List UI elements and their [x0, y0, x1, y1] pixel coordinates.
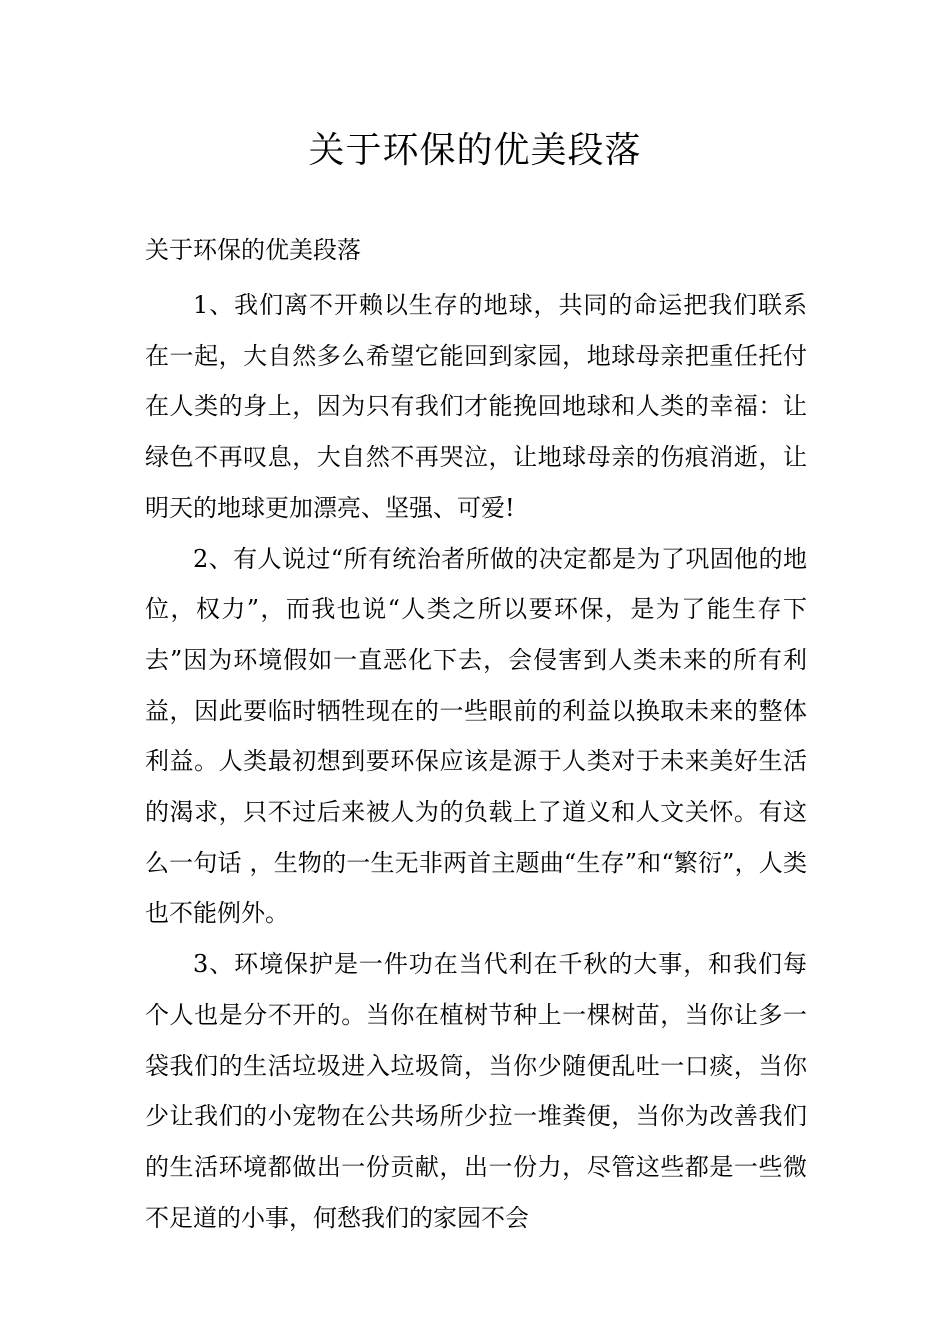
paragraph-1: 1、我们离不开赖以生存的地球，共同的命运把我们联系在一起，大自然多么希望它能回到家园，地球母亲把重任托付在人类的身上，因为只有我们才能挽回地球和人类的幸福：让绿色不再叹息，大自然不再哭泣，让地球母亲的伤痕消逝，让明天的地球更加漂亮、坚强、可爱! [145, 291, 807, 522]
document-body [145, 280, 807, 1243]
document-title: 关于环保的优美段落 [308, 130, 642, 171]
paragraph-3: 3、环境保护是一件功在当代利在千秋的大事，和我们每个人也是分不开的。当你在植树节种上一棵树苗，当你让多一袋我们的生活垃圾进入垃圾筒，当你少随便乱吐一口痰，当你少让我们的小宠物在公共场所少拉一堆粪便，当你为改善我们的生活环境都做出一份贡献，出一份力，尽管这些都是一些微不足道的小事，何愁我们的家园不会 [145, 950, 807, 1232]
paragraph-2: 2、有人说过“所有统治者所做的决定都是为了巩固他的地位，权力”，而我也说“人类之所以要环保，是为了能生存下去”因为环境假如一直恶化下去，会侵害到人类未来的所有利益，因此要临时牺牲现在的一些眼前的利益以换取未来的整体利益。人类最初想到要环保应该是源于人类对于未来美好生活的渴求，只不过后来被人为的负载上了道义和人文关怀。有这么一句话 ，生物的一生无非两首主题曲“生存”和“繁衍”，人类也不能例外。 [145, 544, 807, 928]
document-subtitle: 关于环保的优美段落 [145, 236, 361, 264]
